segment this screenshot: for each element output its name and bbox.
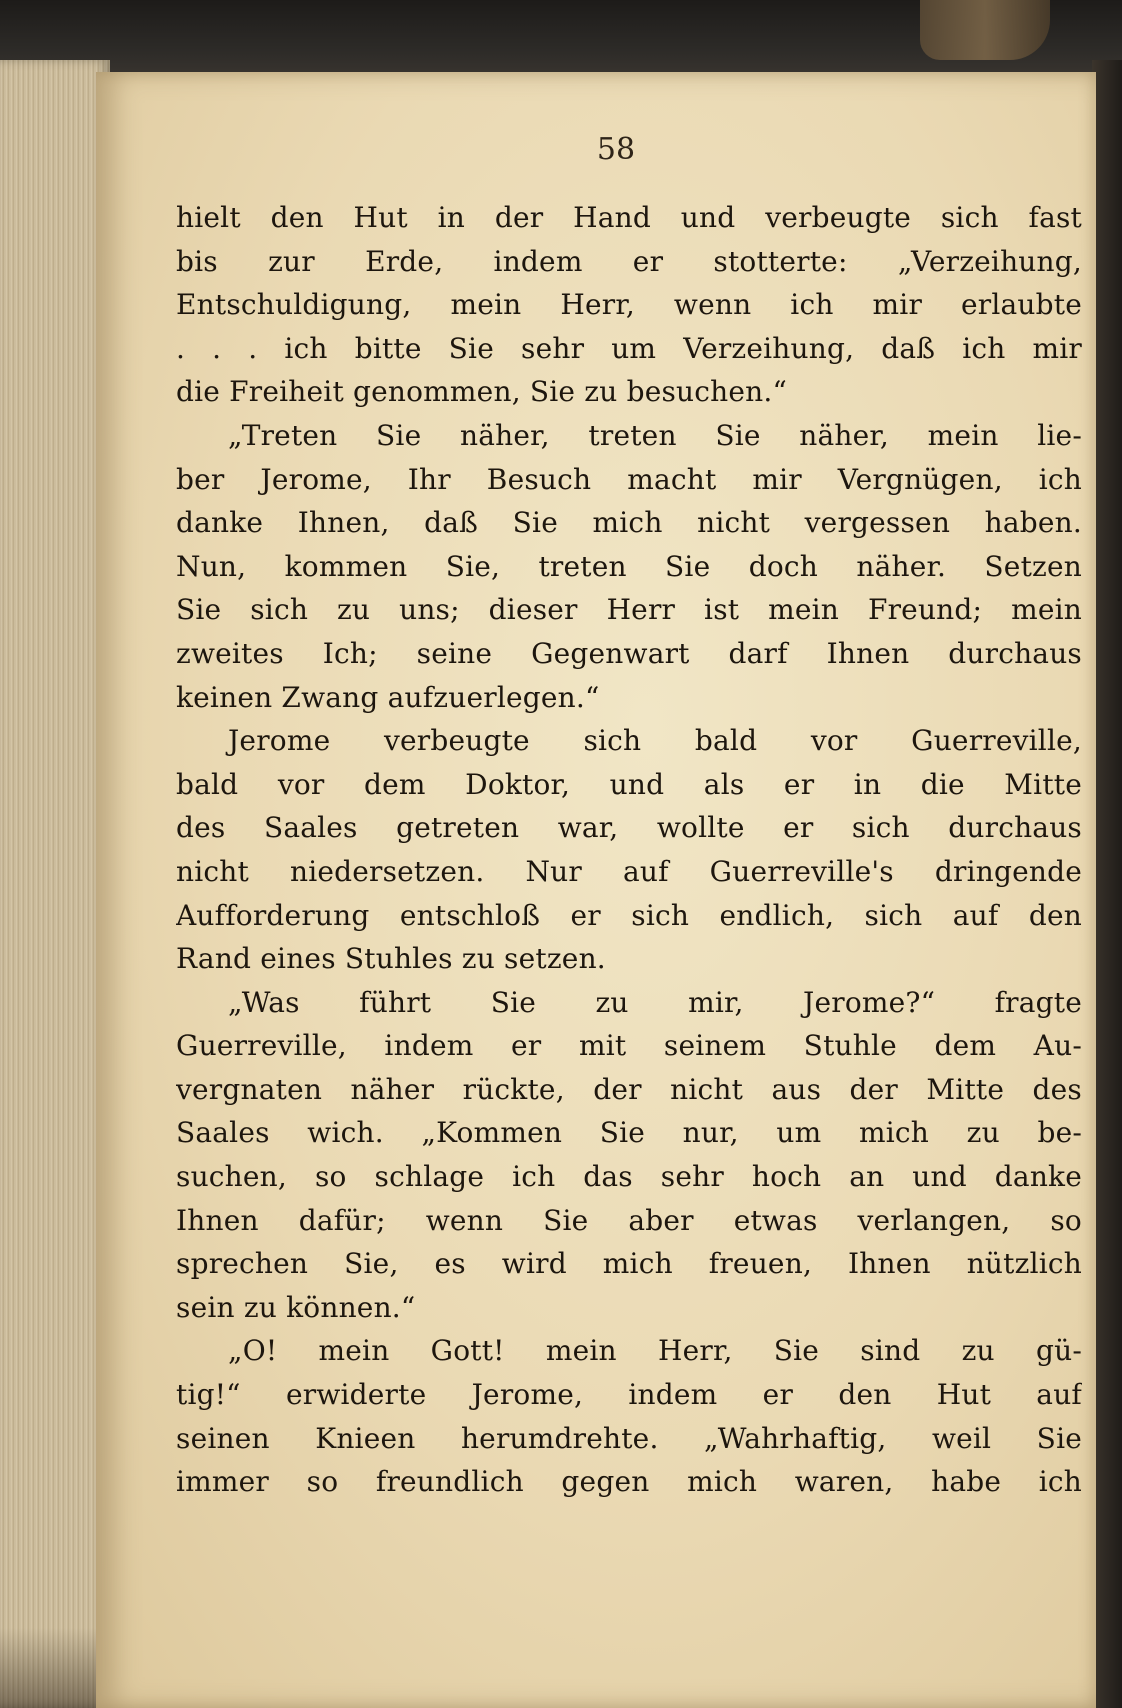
text-line: Nun, kommen Sie, treten Sie doch näher. Setzen <box>176 549 1082 583</box>
text-line: Rand eines Stuhles zu setzen. <box>176 942 606 976</box>
text-line: zweites Ich; seine Gegenwart darf Ihnen durchaus <box>176 636 1082 670</box>
text-line: bis zur Erde, indem er stotterte: „Verzeihung, <box>176 244 1082 278</box>
text-line: suchen, so schlage ich das sehr hoch an und danke <box>176 1160 1082 1194</box>
text-line: „O! mein Gott! mein Herr, Sie sind zu gü- <box>228 1334 1082 1368</box>
text-line: Entschuldigung, mein Herr, wenn ich mir erlaubte <box>176 288 1082 322</box>
text-line: die Freiheit genommen, Sie zu besuchen.“ <box>176 375 788 409</box>
text-line: „Was führt Sie zu mir, Jerome?“ fragte <box>228 985 1082 1019</box>
text-line: vergnaten näher rückte, der nicht aus der Mitte des <box>176 1072 1082 1106</box>
text-line: Guerreville, indem er mit seinem Stuhle dem Au- <box>176 1029 1082 1063</box>
text-line: des Saales getreten war, wollte er sich durchaus <box>176 811 1082 845</box>
text-line: Saales wich. „Kommen Sie nur, um mich zu be- <box>176 1116 1082 1150</box>
text-line: . . . ich bitte Sie sehr um Verzeihung, daß ich mir <box>176 331 1082 365</box>
text-line: keinen Zwang aufzuerlegen.“ <box>176 680 600 714</box>
text-line: sprechen Sie, es wird mich freuen, Ihnen nützlich <box>176 1247 1082 1281</box>
text-line: Jerome verbeugte sich bald vor Guerreville, <box>228 724 1082 758</box>
body-text <box>176 196 1082 1504</box>
page-edges <box>0 60 110 1708</box>
text-line: bald vor dem Doktor, und als er in die Mitte <box>176 767 1082 801</box>
text-line: Sie sich zu uns; dieser Herr ist mein Freund; mein <box>176 593 1082 627</box>
book-cover-right <box>1092 60 1122 1708</box>
text-line: ber Jerome, Ihr Besuch macht mir Vergnügen, ich <box>176 462 1082 496</box>
text-line: seinen Knieen herumdrehte. „Wahrhaftig, weil Sie <box>176 1421 1082 1455</box>
bookmark-ribbon <box>920 0 1050 60</box>
text-line: tig!“ erwiderte Jerome, indem er den Hut auf <box>176 1378 1082 1412</box>
text-line: „Treten Sie näher, treten Sie näher, mein lie- <box>228 418 1082 452</box>
text-line: Aufforderung entschloß er sich endlich, sich auf den <box>176 898 1082 932</box>
text-line: Ihnen dafür; wenn Sie aber etwas verlangen, so <box>176 1203 1082 1237</box>
page-number: 58 <box>596 132 636 167</box>
text-line: immer so freundlich gegen mich waren, habe ich <box>176 1465 1082 1499</box>
text-line: hielt den Hut in der Hand und verbeugte sich fast <box>176 201 1082 234</box>
text-line: danke Ihnen, daß Sie mich nicht vergessen haben. <box>176 506 1082 540</box>
text-line: nicht niedersetzen. Nur auf Guerreville's dringende <box>176 854 1082 888</box>
text-line: sein zu können.“ <box>176 1290 416 1324</box>
